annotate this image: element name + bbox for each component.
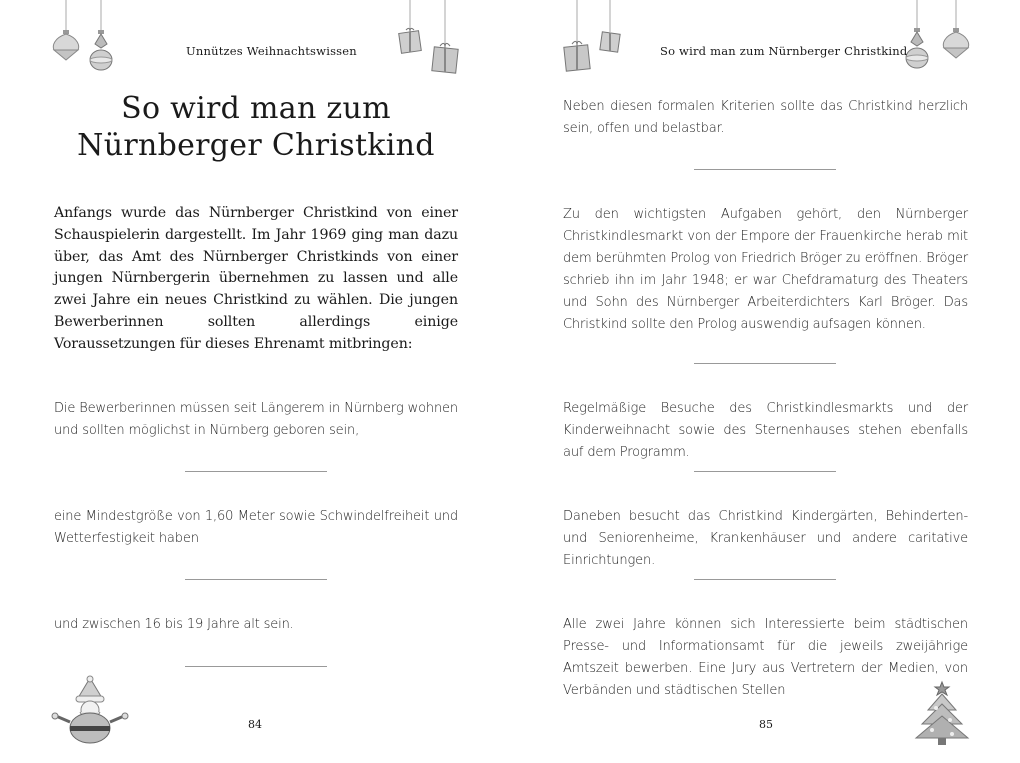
divider <box>185 471 327 472</box>
page-number: 85 <box>759 718 773 731</box>
criteria-item: eine Mindestgröße von 1,60 Meter sowie Schwindelfreiheit und Wetterfestigkeit haben <box>54 509 458 546</box>
drop-ornament-icon <box>902 0 932 76</box>
bauble-ornament-icon <box>50 0 86 70</box>
running-head: So wird man zum Nürnberger Christkind <box>660 44 908 58</box>
gift-ornament-icon <box>562 0 592 76</box>
title-line-1: So wird man zum <box>121 91 391 126</box>
drop-ornament-icon <box>86 0 116 76</box>
divider <box>185 579 327 580</box>
gift-ornament-icon <box>398 0 424 56</box>
criteria-item: Die Bewerberinnen müssen seit Längerem in Nürnberg wohnen und sollten möglichst in Nürnberg geboren sein, <box>54 401 458 438</box>
divider <box>694 471 836 472</box>
right-page <box>510 0 1020 763</box>
gift-ornament-icon <box>598 0 622 56</box>
christmas-tree-icon <box>912 680 972 746</box>
body-paragraph: Alle zwei Jahre können sich Interessierte beim städtischen Presse- und Informationsamt für die jeweils zweijährige Amtszeit bewerben. Eine Jury aus Vertretern der Medien, von Verbänden und städtischen Stellen <box>563 617 968 698</box>
intro-paragraph: Anfangs wurde das Nürnberger Christkind von einer Schauspielerin dargestellt. Im Jahr 1969 ging man dazu über, das Amt des Nürnberger Christkinds von einer jungen Nürnbergerin übernehmen zu lassen und alle zwei Jahre ein neues Christkind zu wählen. Die jungen Bewerberinnen sollten allerdings einige Voraussetzungen für dieses Ehrenamt mitbringen: <box>54 205 458 352</box>
body-paragraph: Daneben besucht das Christkind Kindergärten, Behinderten- und Seniorenheime, Krankenhäuser und andere caritative Einrichtungen. <box>563 509 968 568</box>
page-number: 84 <box>248 718 262 731</box>
criteria-item: und zwischen 16 bis 19 Jahre alt sein. <box>54 617 294 632</box>
body-paragraph: Neben diesen formalen Kriterien sollte das Christkind herzlich sein, offen und belastbar. <box>563 99 968 136</box>
santa-icon <box>50 676 130 746</box>
bauble-ornament-icon <box>938 0 974 66</box>
divider <box>694 579 836 580</box>
running-head: Unnützes Weihnachtswissen <box>186 44 357 58</box>
gift-ornament-icon <box>430 0 460 78</box>
title-line-2: Nürnberger Christkind <box>77 128 435 163</box>
divider <box>694 363 836 364</box>
body-paragraph: Regelmäßige Besuche des Christkindlesmarkts und der Kinderweihnacht sowie des Sternenhauses stehen ebenfalls auf dem Programm. <box>563 401 968 460</box>
divider <box>694 169 836 170</box>
body-paragraph: Zu den wichtigsten Aufgaben gehört, den Nürnberger Christkindlesmarkt von der Empore der Frauenkirche herab mit dem berühmten Prolog von Friedrich Bröger zu eröffnen. Bröger schrieb ihn im Jahr 1948; er war Chefdramaturg des Theaters und Sohn des Nürnberger Arbeiterdichters Karl Bröger. Das Christkind sollte den Prolog auswendig aufsagen können. <box>563 207 968 332</box>
divider <box>185 666 327 667</box>
page-title <box>54 90 458 164</box>
